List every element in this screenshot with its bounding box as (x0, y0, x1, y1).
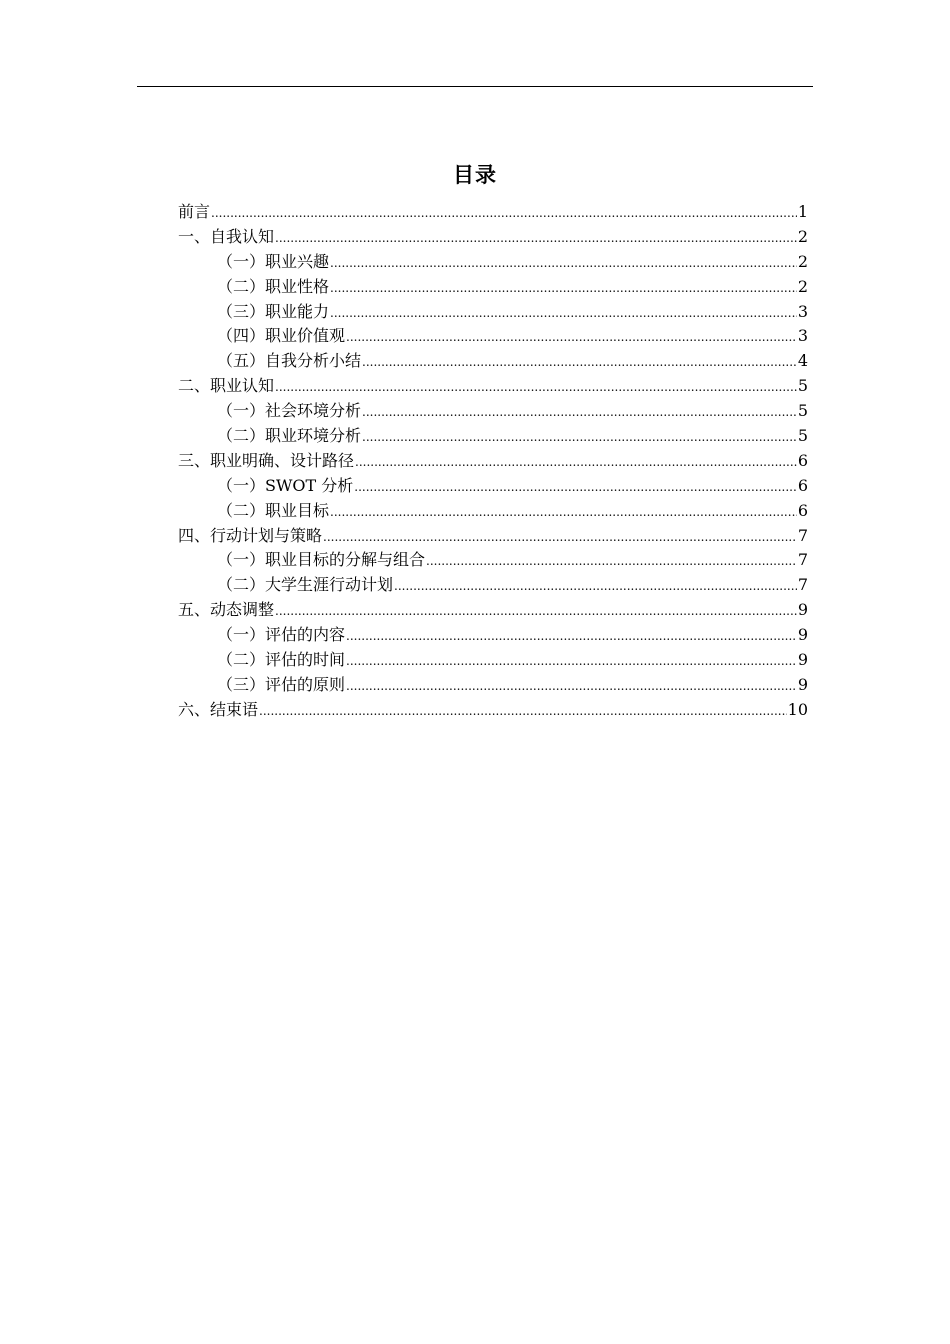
toc-entry[interactable] (178, 399, 808, 424)
dot-leader (354, 475, 797, 500)
toc-entry-page-number: 9 (797, 650, 808, 670)
toc-entry[interactable] (178, 424, 808, 449)
toc-entry-page-number: 3 (797, 301, 808, 321)
dot-leader (323, 525, 797, 550)
dot-leader (275, 375, 797, 400)
toc-entry[interactable] (178, 524, 808, 549)
toc-entry-text: 一、自我认知 (178, 226, 275, 246)
toc-entry-text: （三）评估的原则 (217, 674, 346, 694)
toc-entry[interactable] (178, 623, 808, 648)
toc-entry-page-number: 6 (797, 475, 808, 495)
toc-title: 目录 (453, 163, 497, 187)
toc-entry-text: （三）职业能力 (217, 301, 330, 321)
toc-entry[interactable] (178, 324, 808, 349)
dot-leader (259, 699, 787, 724)
toc-entry-page-number: 9 (797, 600, 808, 620)
toc-entry-page-number: 5 (797, 376, 808, 396)
toc-entry-text: （一）SWOT 分析 (217, 475, 354, 495)
dot-leader (330, 251, 797, 276)
dot-leader (394, 574, 797, 599)
toc-entry-text: （二）评估的时间 (217, 650, 346, 670)
toc-entry[interactable] (178, 300, 808, 325)
dot-leader (330, 301, 797, 326)
toc-entry-page-number: 5 (797, 426, 808, 446)
header-rule (137, 86, 813, 87)
dot-leader (355, 450, 797, 475)
toc-entry[interactable] (178, 349, 808, 374)
toc-entry-text: （四）职业价值观 (217, 326, 346, 346)
dot-leader (346, 674, 797, 699)
toc-entry[interactable] (178, 573, 808, 598)
toc-entry[interactable] (178, 499, 808, 524)
toc-entry-page-number: 6 (797, 500, 808, 520)
toc-entry-page-number: 2 (797, 276, 808, 296)
dot-leader (346, 649, 797, 674)
toc-entry-page-number: 5 (797, 401, 808, 421)
toc-entry[interactable] (178, 474, 808, 499)
toc-entry[interactable] (178, 200, 808, 225)
dot-leader (362, 400, 797, 425)
toc-entry[interactable] (178, 548, 808, 573)
toc-entry-page-number: 2 (797, 251, 808, 271)
toc-entry-text: 四、行动计划与策略 (178, 525, 323, 545)
table-of-contents (178, 200, 808, 723)
toc-entry-page-number: 2 (797, 226, 808, 246)
toc-entry-text: （一）评估的内容 (217, 625, 346, 645)
toc-entry[interactable] (178, 275, 808, 300)
dot-leader (275, 226, 797, 251)
toc-entry[interactable] (178, 374, 808, 399)
dot-leader (346, 325, 797, 350)
toc-entry-text: （一）社会环境分析 (217, 401, 362, 421)
dot-leader (362, 350, 797, 375)
toc-entry[interactable] (178, 250, 808, 275)
toc-entry-text: （二）职业环境分析 (217, 426, 362, 446)
toc-entry-page-number: 9 (797, 625, 808, 645)
toc-entry-text: （一）职业兴趣 (217, 251, 330, 271)
toc-entry-text: （二）大学生涯行动计划 (217, 575, 394, 595)
toc-entry-page-number: 7 (797, 550, 808, 570)
toc-entry[interactable] (178, 449, 808, 474)
dot-leader (330, 276, 797, 301)
toc-entry-text: 前言 (178, 202, 211, 221)
toc-entry-page-number: 10 (787, 699, 808, 719)
toc-entry-text: （一）职业目标的分解与组合 (217, 550, 426, 570)
toc-entry-text: （二）职业目标 (217, 500, 330, 520)
toc-entry[interactable] (178, 598, 808, 623)
toc-entry-page-number: 6 (797, 450, 808, 470)
dot-leader (362, 425, 797, 450)
dot-leader (275, 599, 797, 624)
toc-entry-text: （五）自我分析小结 (217, 351, 362, 371)
toc-entry-page-number: 3 (797, 326, 808, 346)
toc-entry-text: 五、动态调整 (178, 600, 275, 620)
toc-entry[interactable] (178, 673, 808, 698)
toc-entry-page-number: 7 (797, 575, 808, 595)
toc-entry-text: 三、职业明确、设计路径 (178, 450, 355, 470)
toc-entry-text: 二、职业认知 (178, 376, 275, 396)
toc-entry-page-number: 4 (797, 351, 808, 371)
dot-leader (426, 549, 797, 574)
toc-entry-text: 六、结束语 (178, 699, 259, 719)
dot-leader (211, 201, 797, 226)
toc-entry-page-number: 9 (797, 674, 808, 694)
toc-entry[interactable] (178, 698, 808, 723)
toc-entry-page-number: 1 (797, 202, 808, 221)
toc-entry[interactable] (178, 225, 808, 250)
toc-entry[interactable] (178, 648, 808, 673)
dot-leader (330, 500, 797, 525)
toc-entry-text: （二）职业性格 (217, 276, 330, 296)
toc-entry-page-number: 7 (797, 525, 808, 545)
dot-leader (346, 624, 797, 649)
